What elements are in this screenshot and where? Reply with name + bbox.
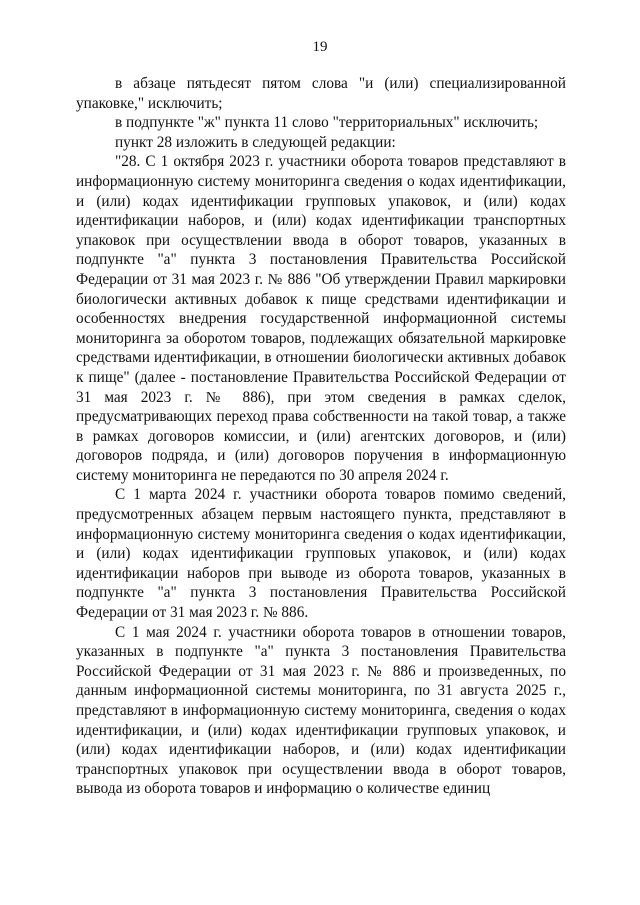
paragraph-item-28-intro: пункт 28 изложить в следующей редакции: [115, 133, 396, 151]
paragraph-amend-para-55: в абзаце пятьдесят пятом слова "и (или) специализированной упаковке," исключить; [76, 75, 566, 112]
document-body [76, 74, 566, 799]
paragraph-item-28-may-2024: С 1 мая 2024 г. участники оборота товаров в отношении товаров, указанных в подпункте "а" пункта 3 постановления Правительства Российской Федерации от 31 мая 2023 г. № 886 и произведенных, по данным информационной системы мониторинга, по 31 августа 2025 г., представляют в информационную систему мониторинга, сведения о кодах идентификации, и (или) кодах идентификации групповых упаковок, и (или) кодах идентификации наборов, и (или) кодах идентификации транспортных упаковок при осуществлении ввода в оборот товаров, вывода из оборота товаров и информацию о количестве единиц [76, 623, 566, 798]
paragraph-item-28-mar-2024: С 1 марта 2024 г. участники оборота товаров помимо сведений, предусмотренных абзацем первым настоящего пункта, представляют в информационную систему мониторинга сведения о кодах идентификации, и (или) кодах идентификации групповых упаковок, и (или) кодах идентификации наборов при выводе из оборота товаров, указанных в подпункте "а" пункта 3 постановления Правительства Российской Федерации от 31 мая 2023 г. № 886. [76, 486, 566, 622]
paragraph-item-28-oct-2023: "28. С 1 октября 2023 г. участники оборота товаров представляют в информационную систему мониторинга сведения о кодах идентификации, и (или) кодах идентификации групповых упаковок, и (или) кодах идентификации наборов, и (или) кодах идентификации транспортных упаковок при осуществлении ввода в оборот товаров, указанных в подпункте "а" пункта 3 постановления Правительства Российской Федерации от 31 мая 2023 г. № 886 "Об утверждении Правил маркировки биологически активных добавок к пище средствами идентификации и особенностях внедрения государственной информационной системы мониторинга за оборотом товаров, подлежащих обязательной маркировке средствами идентификации, в отношении биологически активных добавок к пище" (далее - постановление Правительства Российской Федерации от 31 мая 2023 г. № 886), при этом сведения в рамках сделок, предусматривающих переход права собственности на такой товар, а также в рамках договоров комиссии, и (или) агентских договоров, и (или) договоров подряда, и (или) договоров поручения в информационную систему мониторинга не передаются по 30 апреля 2024 г. [76, 153, 566, 484]
page-number: 19 [312, 39, 328, 55]
paragraph-amend-subitem-zh: в подпункте "ж" пункта 11 слово "территориальных" исключить; [115, 114, 539, 132]
